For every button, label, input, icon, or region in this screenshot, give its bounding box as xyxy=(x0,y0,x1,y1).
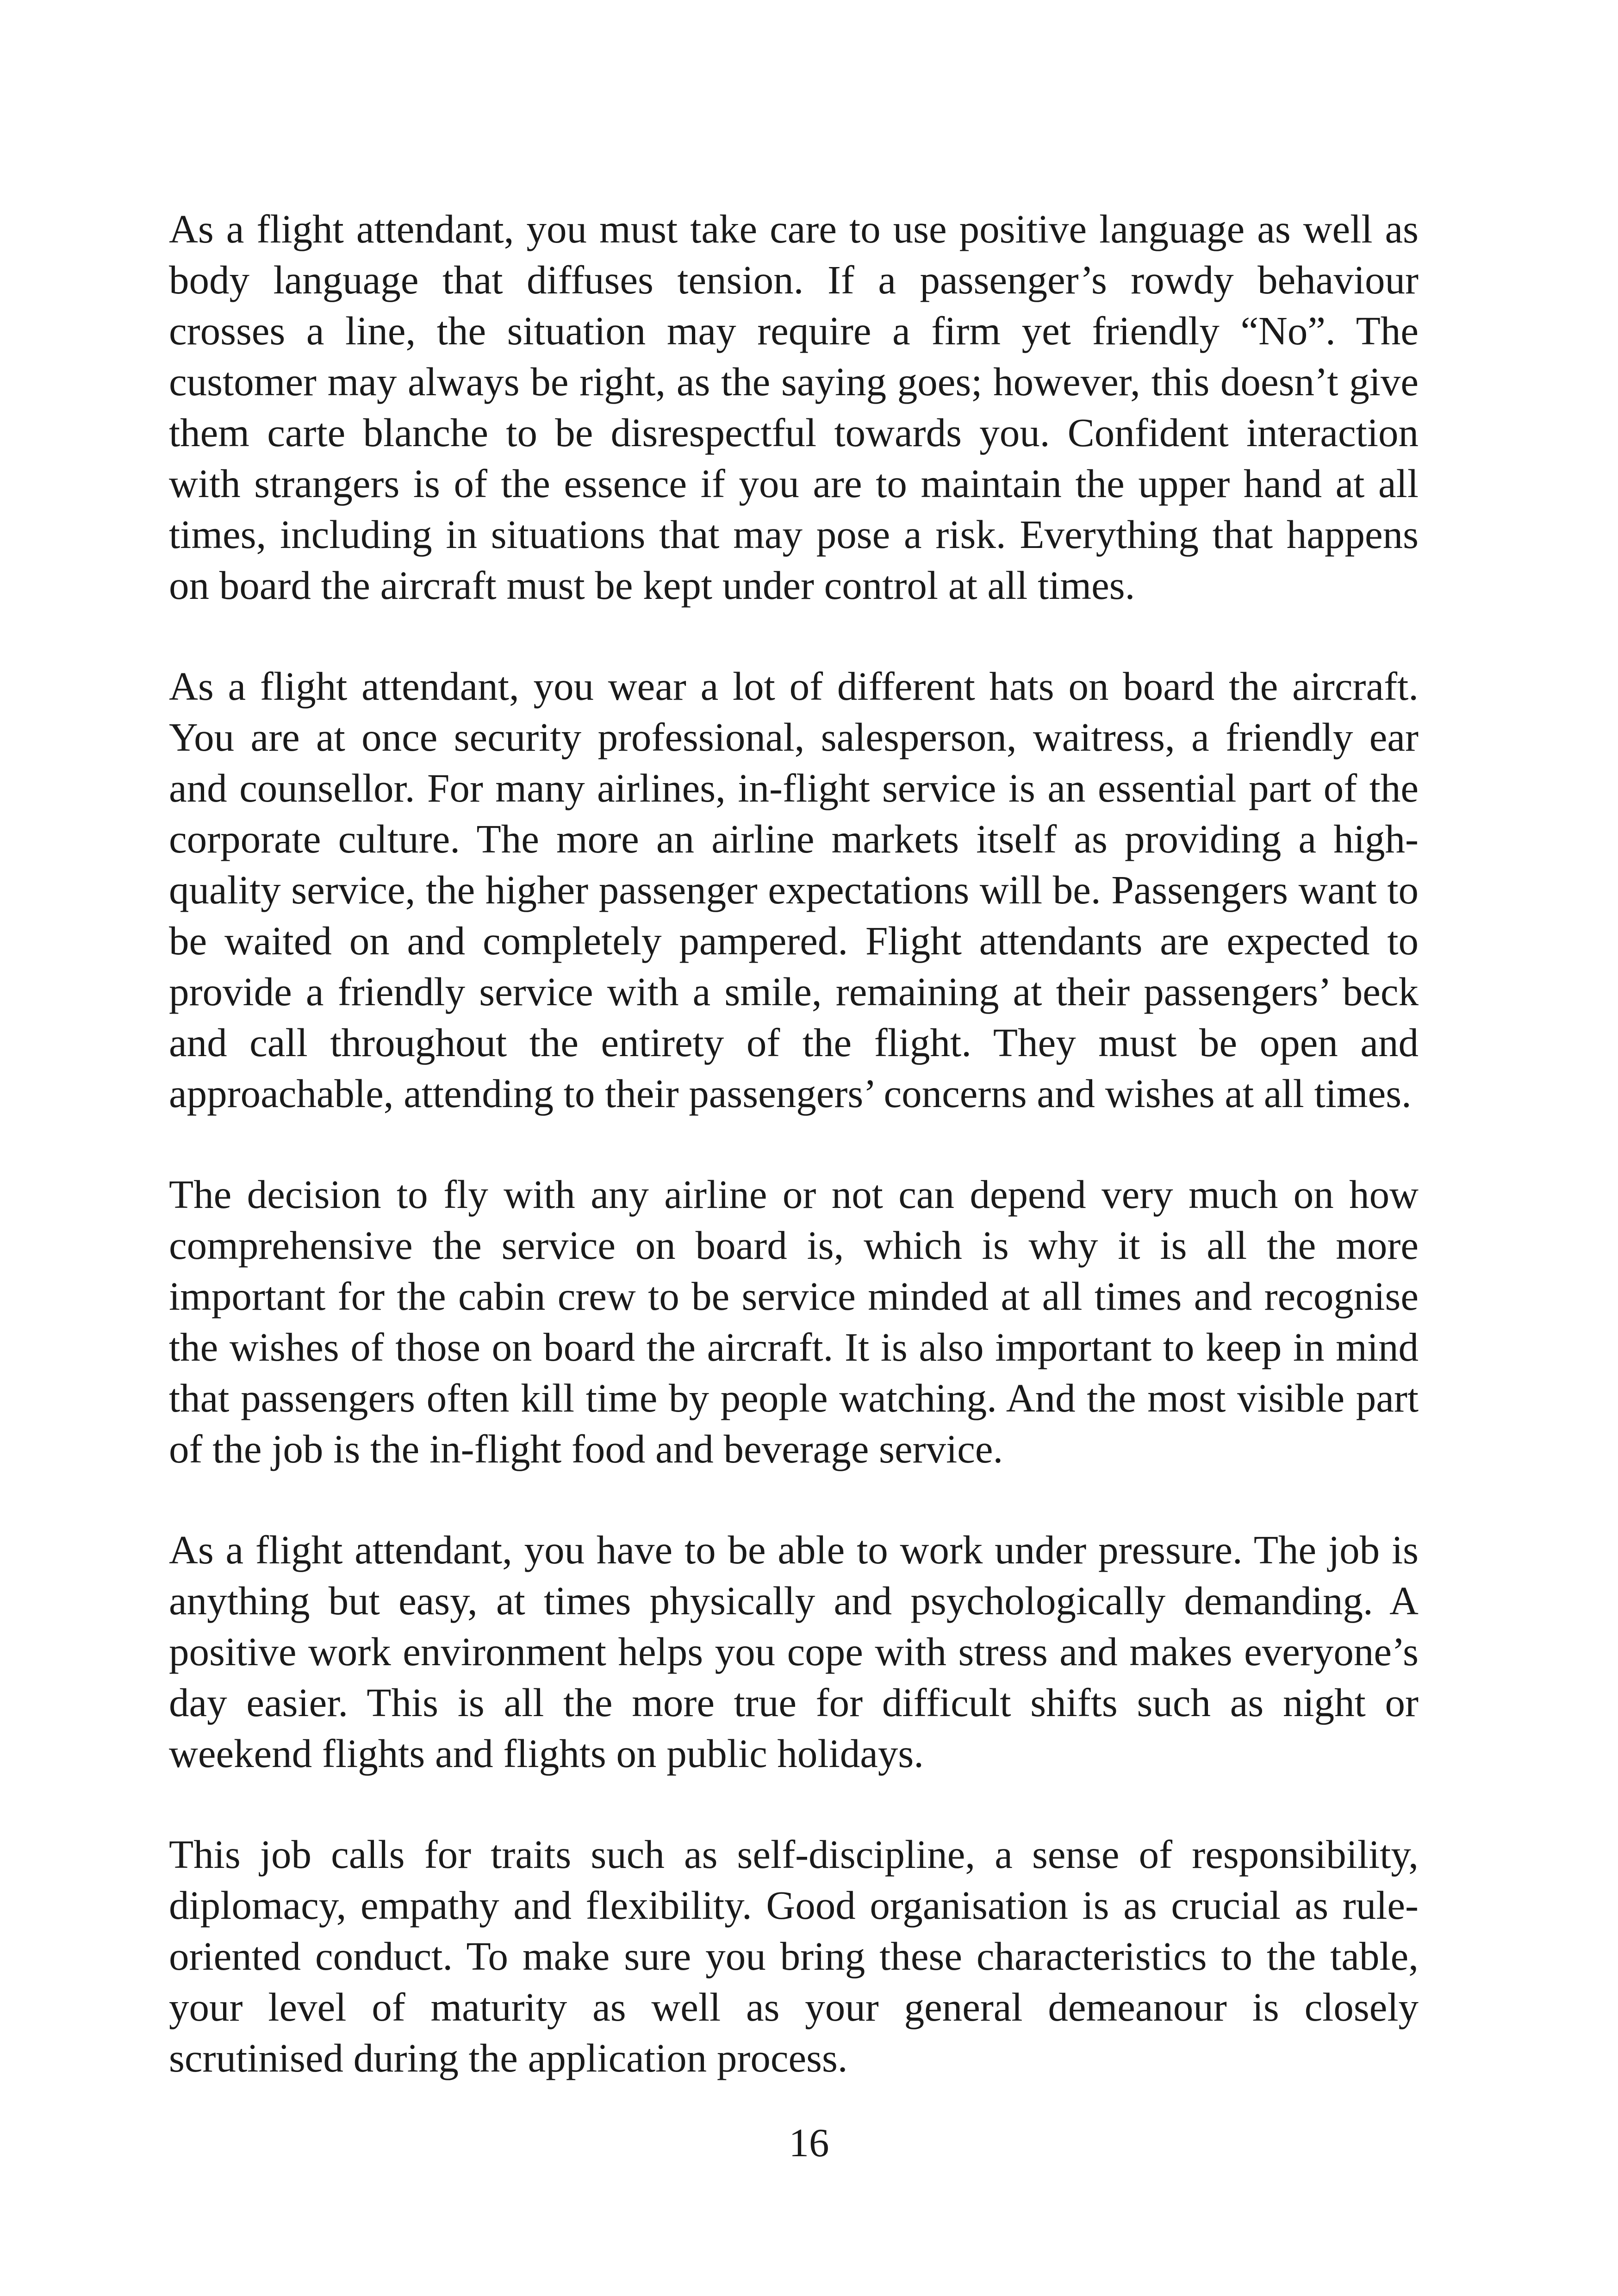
body-text xyxy=(169,204,1419,2084)
paragraph: This job calls for traits such as self-discipline, a sense of responsibility, diplomacy, empathy and flexibility. Good organisation is as crucial as rule-oriented conduct. To make sure you bring these characteristics to the table, your level of maturity as well as your general demeanour is closely scrutinised during the application process. xyxy=(169,1832,1419,2080)
paragraph: As a flight attendant, you must take care to use positive language as well as body language that diffuses tension. If a passenger’s rowdy behaviour crosses a line, the situation may require a firm yet friendly “No”. The customer may always be right, as the saying goes; however, this doesn’t give them carte blanche to be disrespectful towards you. Confident interaction with strangers is of the essence if you are to maintain the upper hand at all times, including in situations that may pose a risk. Everything that happens on board the aircraft must be kept under control at all times. xyxy=(169,206,1419,608)
paragraph: As a flight attendant, you wear a lot of different hats on board the aircraft. You are at once security professional, salesperson, waitress, a friendly ear and counsellor. For many airlines, in-flight service is an essential part of the corporate culture. The more an airline markets itself as providing a high-quality service, the higher passenger expectations will be. Passengers want to be waited on and completely pampered. Flight attendants are expected to provide a friendly service with a smile, remaining at their passengers’ beck and call throughout the entirety of the flight. They must be open and approachable, attending to their passengers’ concerns and wishes at all times. xyxy=(169,664,1419,1116)
page-number: 16 xyxy=(789,2120,829,2165)
paragraph: As a flight attendant, you have to be able to work under pressure. The job is anything but easy, at times physically and psychologically demanding. A positive work environment helps you cope with stress and makes everyone’s day easier. This is all the more true for difficult shifts such as night or weekend flights and flights on public holidays. xyxy=(169,1527,1419,1776)
paragraph: The decision to fly with any airline or not can depend very much on how comprehensive the service on board is, which is why it is all the more important for the cabin crew to be service minded at all times and recognise the wishes of those on board the aircraft. It is also important to keep in mind that passengers often kill time by people watching. And the most visible part of the job is the in-flight food and beverage service. xyxy=(169,1172,1419,1471)
